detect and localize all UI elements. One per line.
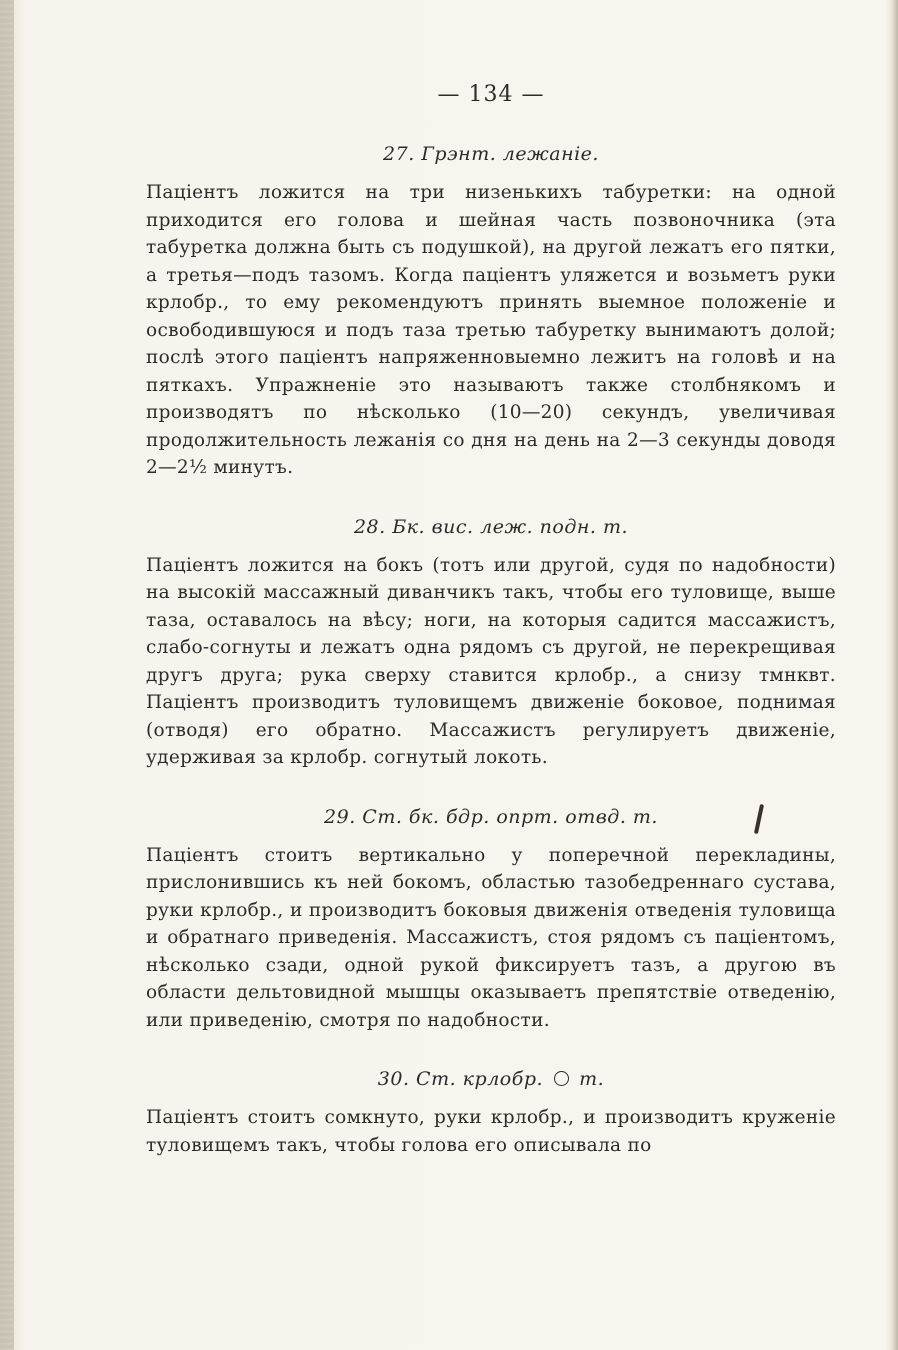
section-29	[146, 806, 836, 1035]
section-text: Паціентъ ложится на три низенькихъ табуретки: на одной приходится его голова и шейная часть позвоночника (эта табуретка должна быть съ подушкой), на другой лежатъ его пятки, а третья—подъ тазомъ. Когда паціентъ уляжется и возьметъ руки крлобр., то ему рекомендуютъ принять выемное положеніе и освободившуюся и подъ таза третью табуретку вынимаютъ долой; послѣ этого паціентъ напряженновыемно лежитъ на головѣ и на пяткахъ. Упражненіе это называютъ также столбнякомъ и производятъ по нѣсколько (10—20) секундъ, увеличивая продолжительность лежанія со дня на день на 2—3 секунды доводя 2—2½ минутъ.	[146, 182, 836, 478]
page-number: — 134 —	[437, 82, 545, 107]
circle-icon	[554, 1071, 569, 1086]
section-30	[146, 1068, 836, 1159]
section-28	[146, 516, 836, 772]
section-text: Паціентъ ложится на бокъ (тотъ или другой, судя по надобности) на высокій массажный диванчикъ такъ, чтобы его туловище, выше таза, оставалось на вѣсу; ноги, на которыя садится массажистъ, слабо-согнуты и лежатъ одна рядомъ съ другой, не перекрещивая другъ друга; рука сверху ставится крлобр., а снизу тмнквт. Паціентъ производитъ туловищемъ движеніе боковое, поднимая (отводя) его обратно. Массажистъ регулируетъ движеніе, удерживая за крлобр. согнутый локоть.	[146, 554, 836, 768]
section-heading: 29. Ст. бк. бдр. опрт. отвд. т.	[324, 805, 658, 828]
page-binding-edge	[0, 0, 14, 1350]
section-heading	[146, 1068, 836, 1090]
section-heading-before: 30. Ст. крлобр.	[377, 1068, 544, 1090]
section-heading: 28. Бк. вис. леж. подн. т.	[353, 515, 629, 538]
section-heading: 27. Грэнт. лежаніе.	[383, 143, 599, 165]
page-content	[146, 82, 836, 1193]
section-heading-after: т.	[579, 1068, 605, 1090]
section-text: Паціентъ стоитъ вертикально у поперечной перекладины, прислонившись къ ней бокомъ, областью тазобедреннаго сустава, руки крлобр., и производитъ боковыя движенія отведенія туловища и обратнаго приведенія. Массажистъ, стоя рядомъ съ паціентомъ, нѣсколько сзади, одной рукой фиксируетъ тазъ, а другою въ области дельтовидной мышцы оказываетъ препятствіе отведенію, или приведенію, смотря по надобности.	[146, 844, 836, 1031]
section-27	[146, 143, 836, 482]
section-text: Паціентъ стоитъ сомкнуто, руки крлобр., и производитъ круженіе туловищемъ такъ, чтобы голова его описывала по	[146, 1107, 836, 1156]
page-right-edge	[886, 0, 898, 1350]
